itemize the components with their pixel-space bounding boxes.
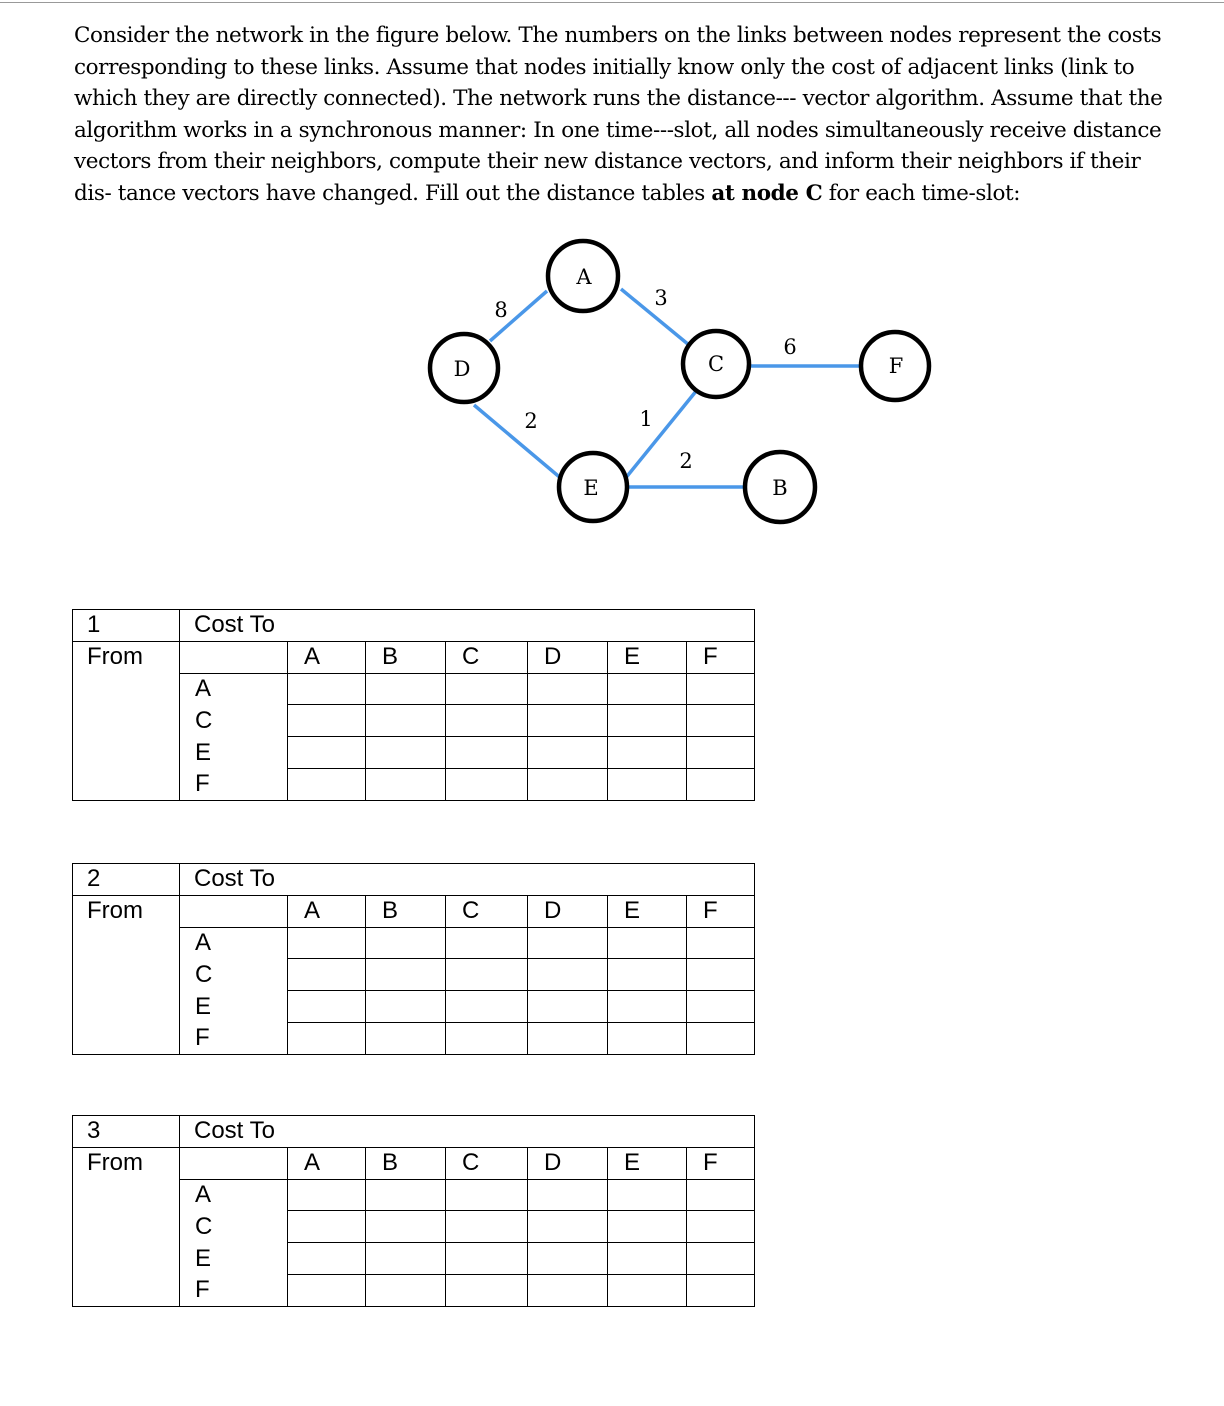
node-a-label: A: [576, 265, 592, 289]
column-header: F: [687, 895, 755, 927]
column-header: A: [288, 895, 366, 927]
row-header: A: [180, 1179, 288, 1211]
network-diagram: [0, 0, 1224, 560]
table-cell[interactable]: [528, 1023, 608, 1055]
cost-e-b: 2: [679, 449, 693, 473]
table-cell[interactable]: [288, 673, 366, 705]
table-cell[interactable]: [608, 927, 687, 959]
table-cell[interactable]: [687, 737, 755, 769]
table-cell[interactable]: [446, 737, 528, 769]
table-cell[interactable]: [608, 1023, 687, 1055]
node-d-label: D: [453, 357, 471, 381]
row-header: A: [180, 673, 288, 705]
row-header: C: [180, 705, 288, 737]
prompt-text-end: for each time-slot:: [822, 180, 1021, 206]
table-cell[interactable]: [446, 1179, 528, 1211]
column-header: C: [446, 641, 528, 673]
table-cell[interactable]: [687, 991, 755, 1023]
table-cell[interactable]: [687, 1211, 755, 1243]
table-cell[interactable]: [366, 1243, 446, 1275]
table-cell[interactable]: [288, 737, 366, 769]
column-header: B: [366, 1147, 446, 1179]
table-cell[interactable]: [288, 1275, 366, 1307]
from-label: From: [73, 895, 180, 927]
table-cell[interactable]: [288, 769, 366, 801]
corner-cell: [180, 1147, 288, 1179]
prompt-bold: at node C: [711, 180, 823, 206]
column-header: A: [288, 641, 366, 673]
table-cell[interactable]: [687, 1243, 755, 1275]
corner-cell: [180, 895, 288, 927]
row-header: C: [180, 1211, 288, 1243]
table-cell[interactable]: [288, 927, 366, 959]
table-cell[interactable]: [446, 705, 528, 737]
table-cell[interactable]: [366, 1179, 446, 1211]
table-cell[interactable]: [366, 737, 446, 769]
row-header: A: [180, 927, 288, 959]
row-header: E: [180, 1243, 288, 1275]
table-cell[interactable]: [608, 705, 687, 737]
table-cell[interactable]: [528, 1179, 608, 1211]
table-cell[interactable]: [687, 769, 755, 801]
column-header: E: [608, 641, 687, 673]
table-cell[interactable]: [687, 705, 755, 737]
table-cell[interactable]: [366, 927, 446, 959]
table-cell[interactable]: [366, 991, 446, 1023]
table-cell[interactable]: [608, 991, 687, 1023]
column-header: E: [608, 895, 687, 927]
table-cell[interactable]: [528, 1243, 608, 1275]
table-cell[interactable]: [288, 991, 366, 1023]
cost-to-label: Cost To: [180, 1116, 755, 1148]
table-cell[interactable]: [446, 1275, 528, 1307]
table-cell[interactable]: [528, 1275, 608, 1307]
table-cell[interactable]: [687, 927, 755, 959]
node-c-label: C: [707, 352, 725, 376]
distance-table-slot-2: [72, 863, 755, 1055]
table-cell[interactable]: [528, 673, 608, 705]
column-header: D: [528, 1147, 608, 1179]
cost-e-c: 1: [639, 407, 653, 431]
table-cell[interactable]: [608, 1179, 687, 1211]
table-cell[interactable]: [366, 705, 446, 737]
table-cell[interactable]: [366, 1023, 446, 1055]
table-cell[interactable]: [528, 1211, 608, 1243]
table-cell[interactable]: [528, 737, 608, 769]
slot-number: 1: [73, 610, 180, 642]
table-cell[interactable]: [446, 673, 528, 705]
table-cell[interactable]: [446, 959, 528, 991]
table-cell[interactable]: [366, 1275, 446, 1307]
table-cell[interactable]: [288, 1023, 366, 1055]
row-header: F: [180, 1023, 288, 1055]
table-cell[interactable]: [446, 1243, 528, 1275]
cost-d-e: 2: [524, 409, 538, 433]
table-cell[interactable]: [446, 1211, 528, 1243]
column-header: B: [366, 641, 446, 673]
table-cell[interactable]: [288, 959, 366, 991]
slot-number: 3: [73, 1116, 180, 1148]
column-header: D: [528, 895, 608, 927]
column-header: E: [608, 1147, 687, 1179]
row-header: C: [180, 959, 288, 991]
link-d-e: [474, 405, 563, 480]
prompt-text: Consider the network in the figure below. The numbers on the links between nodes represent the costs corresponding to these links. Assume that nodes initially know only the cost of adjacent links (link to which they are directly connected). The network runs the distance--- vector algorithm. Assume that the algorithm works in a synchronous manner: In one time---slot, all nodes simultaneously receive distance vectors from their neighbors, compute their new distance vectors, and inform their neighbors if their dis- tance vectors have changed. Fill out the distance tables: [74, 23, 1163, 206]
table-cell[interactable]: [608, 1243, 687, 1275]
table-cell[interactable]: [446, 927, 528, 959]
from-label: From: [73, 641, 180, 673]
table-cell[interactable]: [528, 927, 608, 959]
table-cell[interactable]: [608, 769, 687, 801]
table-cell[interactable]: [608, 959, 687, 991]
node-f-label: F: [888, 354, 904, 378]
table-cell[interactable]: [528, 769, 608, 801]
cost-to-label: Cost To: [180, 610, 755, 642]
table-cell[interactable]: [366, 1211, 446, 1243]
table-cell[interactable]: [288, 1243, 366, 1275]
table-cell[interactable]: [446, 1023, 528, 1055]
cost-a-d: 8: [494, 298, 508, 322]
table-cell[interactable]: [687, 959, 755, 991]
table-cell[interactable]: [528, 705, 608, 737]
table-cell[interactable]: [288, 1179, 366, 1211]
slot-number: 2: [73, 864, 180, 896]
corner-cell: [180, 641, 288, 673]
table-cell[interactable]: [528, 959, 608, 991]
table-cell[interactable]: [288, 1211, 366, 1243]
table-cell[interactable]: [366, 769, 446, 801]
table-cell[interactable]: [687, 673, 755, 705]
table-cell[interactable]: [687, 1179, 755, 1211]
cost-a-c: 3: [654, 286, 668, 310]
node-e-label: E: [583, 476, 599, 500]
table-cell[interactable]: [288, 705, 366, 737]
distance-table-slot-1: [72, 609, 755, 801]
table-cell[interactable]: [366, 959, 446, 991]
column-header: C: [446, 895, 528, 927]
table-cell[interactable]: [608, 673, 687, 705]
cost-to-label: Cost To: [180, 864, 755, 896]
table-cell[interactable]: [446, 769, 528, 801]
row-header: F: [180, 769, 288, 801]
column-header: A: [288, 1147, 366, 1179]
table-cell[interactable]: [528, 991, 608, 1023]
column-header: B: [366, 895, 446, 927]
table-cell[interactable]: [687, 1275, 755, 1307]
node-b-label: B: [772, 476, 788, 500]
table-cell[interactable]: [608, 737, 687, 769]
from-label: From: [73, 1147, 180, 1179]
table-cell[interactable]: [366, 673, 446, 705]
column-header: F: [687, 1147, 755, 1179]
row-header: E: [180, 991, 288, 1023]
table-cell[interactable]: [608, 1211, 687, 1243]
cost-c-f: 6: [783, 335, 797, 359]
column-header: F: [687, 641, 755, 673]
distance-table-slot-3: [72, 1115, 755, 1307]
row-header: F: [180, 1275, 288, 1307]
table-cell[interactable]: [608, 1275, 687, 1307]
column-header: C: [446, 1147, 528, 1179]
column-header: D: [528, 641, 608, 673]
table-cell[interactable]: [687, 1023, 755, 1055]
table-cell[interactable]: [446, 991, 528, 1023]
row-header: E: [180, 737, 288, 769]
